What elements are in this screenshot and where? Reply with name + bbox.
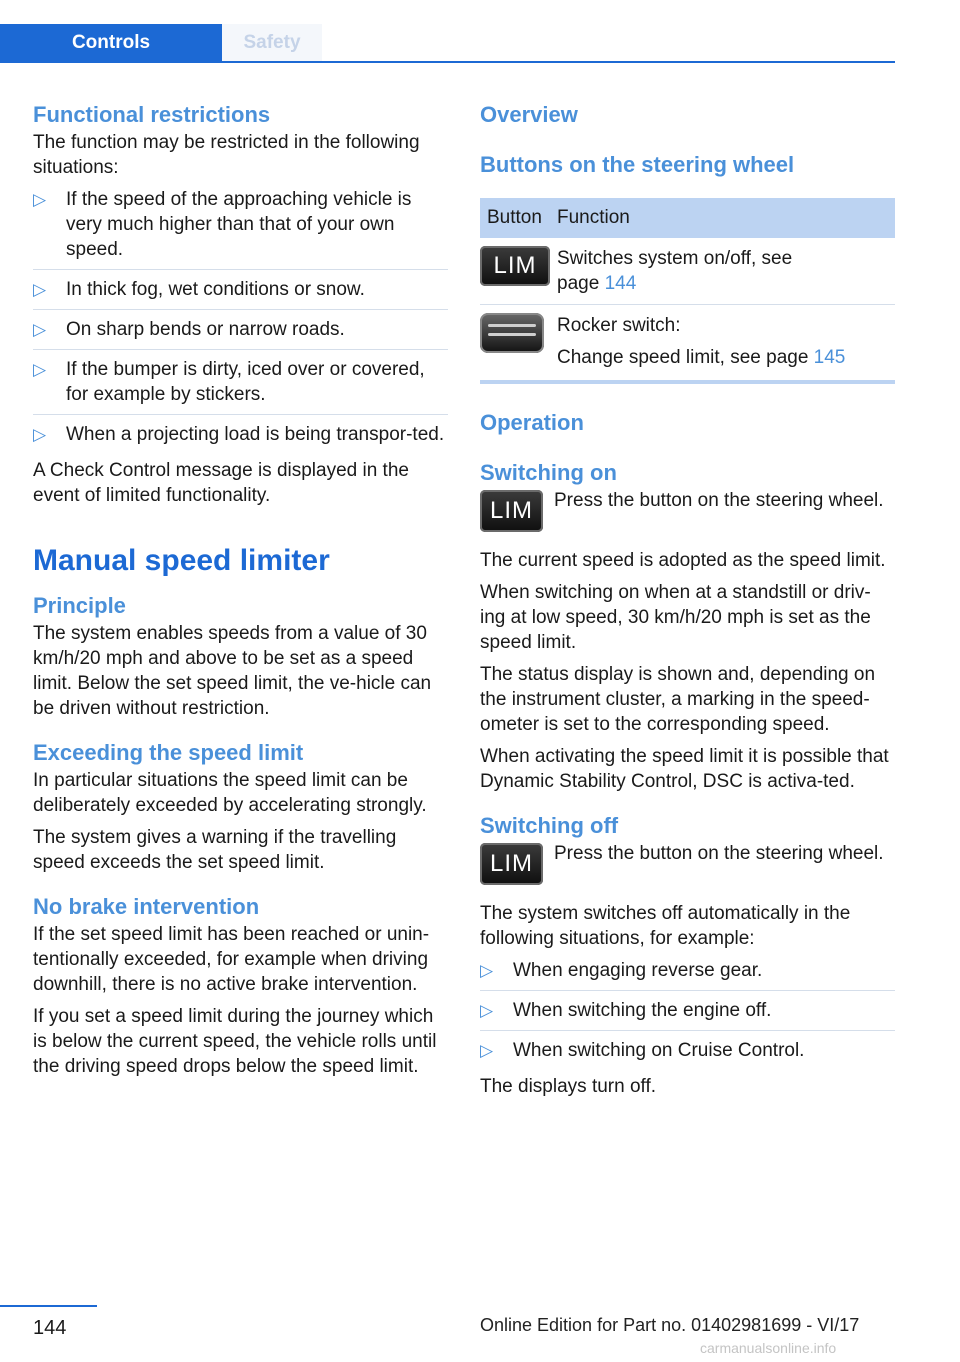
chapter-tabs <box>0 24 895 63</box>
table-row <box>480 305 895 379</box>
switch-off-instruction: LIM Press the button on the steering wheel. <box>480 841 895 891</box>
triangle-bullet-icon: ▷ <box>33 360 47 379</box>
principle-text: The system enables speeds from a value of 30 km/h/20 mph and above to be set as a speed limit. Below the set speed limit, the ve-hicle can be driven without restriction. <box>33 623 432 719</box>
switch-on-instruction: LIM Press the button on the steering wheel. <box>480 488 895 538</box>
displays-off-text: The displays turn off. <box>480 1076 657 1097</box>
restrictions-list <box>33 187 448 451</box>
buttons-heading: Buttons on the steering wheel <box>480 152 795 177</box>
tab-controls[interactable]: Controls <box>0 24 222 61</box>
list-item: ▷ When switching on Cruise Control. <box>480 1040 805 1061</box>
list-item: ▷ If the bumper is dirty, iced over or covered, for example by stickers. <box>33 357 448 415</box>
triangle-bullet-icon: ▷ <box>33 320 47 339</box>
functional-restrictions-heading: Functional restrictions <box>33 102 271 127</box>
dsc-text: When activating the speed limit it is possible that Dynamic Stability Control, DSC is activa-ted. <box>480 746 889 792</box>
status-display-text: The status display is shown and, depending on the instrument cluster, a marking in the speed-ometer is set to the corresponding speed. <box>480 664 876 735</box>
triangle-bullet-icon: ▷ <box>480 1001 494 1020</box>
list-item: ▷ If the speed of the approaching vehicle is very much higher than that of your own speed. <box>33 187 448 270</box>
function-cell: Switches system on/off, see page 144 <box>550 238 895 305</box>
page-number: 144 <box>0 1305 97 1340</box>
switch-on-text: The current speed is adopted as the speed limit. <box>480 550 886 571</box>
lim-button-icon: LIM <box>480 490 543 532</box>
operation-heading: Operation <box>480 410 584 435</box>
switch-off-list <box>480 958 895 1067</box>
page-link[interactable]: 144 <box>604 273 637 294</box>
right-column <box>480 100 895 1106</box>
warning-text: The system gives a warning if the travelling speed exceeds the set speed limit. <box>33 827 397 873</box>
rocker-switch-icon <box>480 313 544 353</box>
lim-button-icon: LIM <box>480 246 550 286</box>
table-row <box>480 238 895 305</box>
lim-button-icon: LIM <box>480 843 543 885</box>
list-item: ▷ When a projecting load is being transpor-ted. <box>33 424 445 445</box>
triangle-bullet-icon: ▷ <box>33 425 47 444</box>
principle-heading: Principle <box>33 593 126 618</box>
left-column <box>33 100 448 1086</box>
check-control-note: A Check Control message is displayed in the event of limited functionality. <box>33 460 409 506</box>
standstill-text: When switching on when at a standstill or driv-ing at low speed, 30 km/h/20 mph is set as the speed limit. <box>480 582 871 653</box>
list-item: ▷ When engaging reverse gear. <box>480 958 895 991</box>
triangle-bullet-icon: ▷ <box>480 961 494 980</box>
list-item: ▷ In thick fog, wet conditions or snow. <box>33 277 448 310</box>
column-header-function: Function <box>550 198 895 238</box>
functional-restrictions-intro: The function may be restricted in the following situations: <box>33 132 420 178</box>
section-title: Manual speed limiter <box>33 544 330 577</box>
switching-on-heading: Switching on <box>480 460 617 485</box>
list-item: ▷ When switching the engine off. <box>480 998 895 1031</box>
speed-limit-journey-text: If you set a speed limit during the journey which is below the current speed, the vehicle rolls until the driving speed drops below the speed limit. <box>33 1006 437 1077</box>
watermark: carmanualsonline.info <box>700 1340 837 1356</box>
tab-safety[interactable]: Safety <box>222 24 322 61</box>
page-link[interactable]: 145 <box>813 347 846 368</box>
function-cell: Rocker switch: Change speed limit, see page 145 <box>557 315 846 368</box>
exceeding-heading: Exceeding the speed limit <box>33 740 304 765</box>
column-header-button: Button <box>480 198 550 238</box>
triangle-bullet-icon: ▷ <box>480 1041 494 1060</box>
edition-footer: Online Edition for Part no. 01402981699 - VI/17 <box>480 1315 860 1335</box>
list-item: ▷ On sharp bends or narrow roads. <box>33 317 448 350</box>
triangle-bullet-icon: ▷ <box>33 190 47 209</box>
switching-off-heading: Switching off <box>480 813 619 838</box>
exceeding-text: In particular situations the speed limit can be deliberately exceeded by accelerating strongly. <box>33 770 427 816</box>
buttons-table <box>480 198 895 378</box>
triangle-bullet-icon: ▷ <box>33 280 47 299</box>
overview-heading: Overview <box>480 102 578 127</box>
auto-off-text: The system switches off automatically in the following situations, for example: <box>480 903 851 949</box>
no-brake-text: If the set speed limit has been reached or unin-tentionally exceeded, for example when driving downhill, there is no active brake intervention. <box>33 924 430 995</box>
no-brake-heading: No brake intervention <box>33 894 260 919</box>
